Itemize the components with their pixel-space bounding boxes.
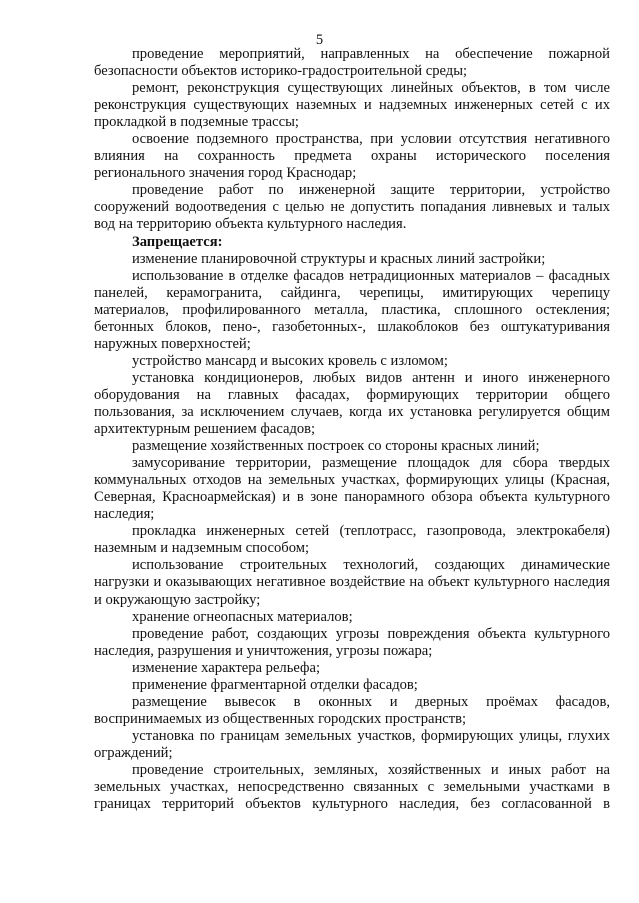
paragraph: использование строительных технологий, создающих динамические нагрузки и оказывающих негативное воздействие на объект культурного наследия и окружающую застройку; xyxy=(94,557,610,608)
paragraph: установка кондиционеров, любых видов антенн и иного инженерного оборудования на главных фасадах, формирующих территории общего пользования, за исключением случаев, когда их установка регулируется общим архитектурным решением фасадов; xyxy=(94,369,610,438)
paragraph: проведение работ по инженерной защите территории, устройство сооружений водоотведения с целью не допустить попадания ливневых и талых вод на территорию объекта культурного наследия. xyxy=(94,182,610,233)
paragraph: проведение работ, создающих угрозы повреждения объекта культурного наследия, разрушения и уничтожения, угрозы пожара; xyxy=(94,625,610,659)
paragraph: применение фрагментарной отделки фасадов; xyxy=(132,676,418,693)
paragraph: замусоривание территории, размещение площадок для сбора твердых коммунальных отходов на земельных участках, формирующих улицы (Красная, Северная, Красноармейская) и в зоне панорамного обзора объекта культурного наследия; xyxy=(94,455,610,523)
paragraph: ремонт, реконструкция существующих линейных объектов, в том числе реконструкция существующих наземных и надземных инженерных сетей с их прокладкой в подземные трассы; xyxy=(94,80,610,131)
paragraph: прокладка инженерных сетей (теплотрасс, газопровода, электрокабеля) наземным и надземным способом; xyxy=(94,523,610,557)
page-number: 5 xyxy=(315,32,324,48)
paragraph: проведение строительных, земляных, хозяйственных и иных работ на земельных участках, непосредственно связанных с земельными участками в границах территорий объектов культурного наследия, без согласованной в xyxy=(94,761,610,813)
paragraph: хранение огнеопасных материалов; xyxy=(132,608,353,625)
paragraph: использование в отделке фасадов нетрадиционных материалов – фасадных панелей, керамогранита, сайдинга, черепицы, имитирующих черепицу материалов, профилированного металла, пластика, сплошного остекления; бетонных блоков, пено-, газобетонных-, шлакоблоков без оштукатуривания наружных поверхностей; xyxy=(94,267,610,352)
paragraph: изменение характера рельефа; xyxy=(132,659,321,676)
paragraph: установка по границам земельных участков, формирующих улицы, глухих ограждений; xyxy=(94,727,610,761)
paragraph: проведение мероприятий, направленных на обеспечение пожарной безопасности объектов историко-градостроительной среды; xyxy=(94,46,610,80)
document-body xyxy=(94,46,610,813)
section-heading: Запрещается: xyxy=(132,233,223,250)
paragraph: размещение хозяйственных построек со стороны красных линий; xyxy=(132,438,540,455)
paragraph: устройство мансард и высоких кровель с изломом; xyxy=(132,352,448,369)
paragraph: изменение планировочной структуры и красных линий застройки; xyxy=(132,250,546,267)
paragraph: размещение вывесок в оконных и дверных проёмах фасадов, воспринимаемых из общественных городских пространств; xyxy=(94,693,610,727)
paragraph: освоение подземного пространства, при условии отсутствия негативного влияния на сохранность предмета охраны исторического поселения регионального значения город Краснодар; xyxy=(94,131,610,182)
